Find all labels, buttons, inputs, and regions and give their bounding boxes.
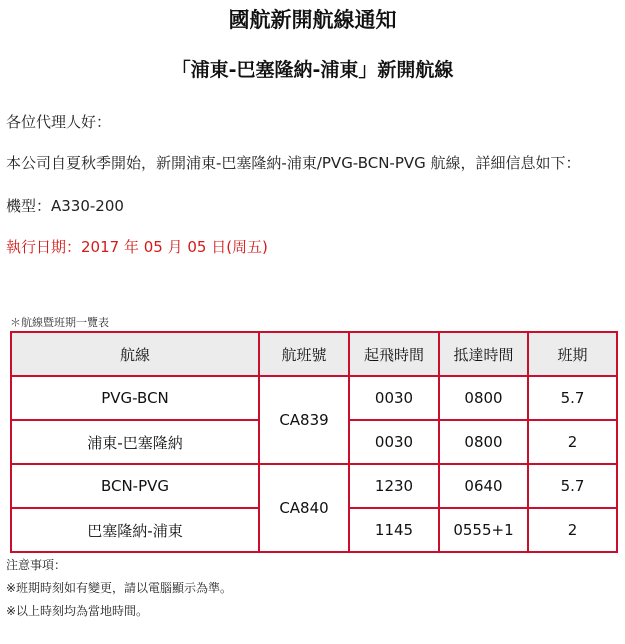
flight-schedule-table: [10, 331, 618, 553]
departure-cell: 0030: [349, 376, 439, 420]
days-cell: 5.7: [528, 464, 617, 508]
note-item: ※班期時刻如有變更，請以電腦顯示為準。: [6, 581, 233, 595]
page-title: 國航新開航線通知: [228, 8, 397, 32]
departure-cell: 1230: [349, 464, 439, 508]
table-caption: ＊航線暨班期一覽表: [10, 316, 109, 329]
route-cell: PVG-BCN: [11, 376, 259, 420]
header-flight-number: 航班號: [259, 332, 349, 376]
departure-cell: 0030: [349, 420, 439, 464]
header-arrival-time: 抵達時間: [439, 332, 528, 376]
greeting-text: 各位代理人好：: [6, 113, 112, 131]
route-cell: 巴塞隆納-浦東: [11, 508, 259, 552]
arrival-cell: 0640: [439, 464, 528, 508]
arrival-cell: 0800: [439, 420, 528, 464]
table-row: [11, 376, 617, 420]
days-cell: 5.7: [528, 376, 617, 420]
days-cell: 2: [528, 508, 617, 552]
days-cell: 2: [528, 420, 617, 464]
route-cell: 浦東-巴塞隆納: [11, 420, 259, 464]
flight-number-cell: CA839: [259, 376, 349, 464]
effective-date-text: 執行日期：2017 年 05 月 05 日(周五): [6, 238, 268, 256]
notes-heading: 注意事項：: [6, 558, 67, 572]
page-subtitle: 「浦東-巴塞隆納-浦東」新開航線: [171, 59, 454, 81]
flight-number-cell: CA840: [259, 464, 349, 552]
route-cell: BCN-PVG: [11, 464, 259, 508]
header-route: 航線: [11, 332, 259, 376]
header-schedule-days: 班期: [528, 332, 617, 376]
header-departure-time: 起飛時間: [349, 332, 439, 376]
aircraft-text: 機型：A330-200: [6, 197, 124, 215]
note-item: ※以上時刻均為當地時間。: [6, 604, 149, 618]
table-row: [11, 464, 617, 508]
departure-cell: 1145: [349, 508, 439, 552]
arrival-cell: 0555+1: [439, 508, 528, 552]
arrival-cell: 0800: [439, 376, 528, 420]
intro-text: 本公司自夏秋季開始，新開浦東-巴塞隆納-浦東/PVG-BCN-PVG 航線，詳細信息如下：: [6, 154, 581, 172]
table-header-row: [11, 332, 617, 376]
